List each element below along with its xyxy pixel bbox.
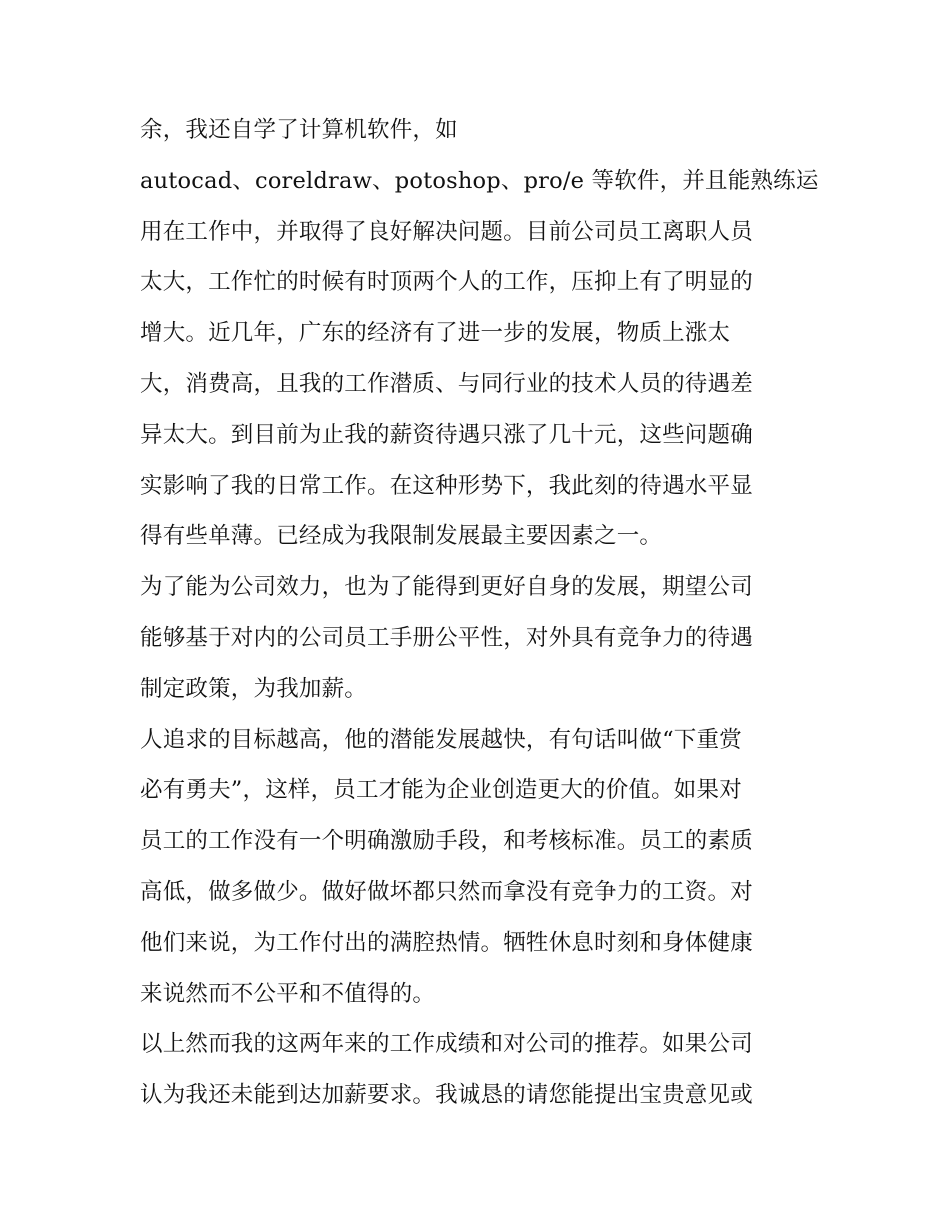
text-line: 太大，工作忙的时候有时顶两个人的工作，压抑上有了明显的: [140, 269, 753, 296]
paragraph: [140, 566, 820, 718]
text-line: 用在工作中，并取得了良好解决问题。目前公司员工离职人员: [140, 218, 753, 245]
paragraph: [140, 1023, 820, 1125]
text-line: 大，消费高，且我的工作潜质、与同行业的技术人员的待遇差: [140, 370, 753, 397]
text-line: 认为我还未能到达加薪要求。我诚恳的请您能提出宝贵意见或: [140, 1082, 753, 1109]
text-line: 余，我还自学了计算机软件，如: [140, 117, 458, 143]
paragraph: [140, 719, 820, 1024]
text-line: 员工的工作没有一个明确激励手段，和考核标准。员工的素质: [140, 828, 753, 855]
text-line: 得有些单薄。已经成为我限制发展最主要因素之一。: [140, 523, 663, 550]
text-line: 必有勇夫”，这样，员工才能为企业创造更大的价值。如果对: [140, 777, 742, 804]
text-line: 来说然而不公平和不值得的。: [140, 980, 436, 1007]
text-line: 制定政策，为我加薪。: [140, 675, 368, 702]
text-line: autocad、coreldraw、potoshop、pro/e 等软件，并且能熟练运: [140, 167, 819, 194]
paragraph: [140, 109, 820, 566]
text-line: 为了能为公司效力，也为了能得到更好自身的发展，期望公司: [140, 574, 753, 601]
text-line: 他们来说，为工作付出的满腔热情。牺牲休息时刻和身体健康: [140, 929, 753, 956]
text-line: 增大。近几年，广东的经济有了进一步的发展，物质上涨太: [140, 320, 731, 347]
text-line: 人追求的目标越高，他的潜能发展越快，有句话叫做“下重赏: [140, 726, 742, 753]
document-page: [140, 109, 820, 1125]
text-line: 能够基于对内的公司员工手册公平性，对外具有竞争力的待遇: [140, 624, 753, 651]
text-line: 高低，做多做少。做好做坏都只然而拿没有竞争力的工资。对: [140, 878, 753, 905]
text-line: 异太大。到目前为止我的薪资待遇只涨了几十元，这些问题确: [140, 421, 753, 448]
text-line: 以上然而我的这两年来的工作成绩和对公司的推荐。如果公司: [140, 1031, 753, 1058]
text-line: 实影响了我的日常工作。在这种形势下，我此刻的待遇水平显: [140, 472, 753, 499]
